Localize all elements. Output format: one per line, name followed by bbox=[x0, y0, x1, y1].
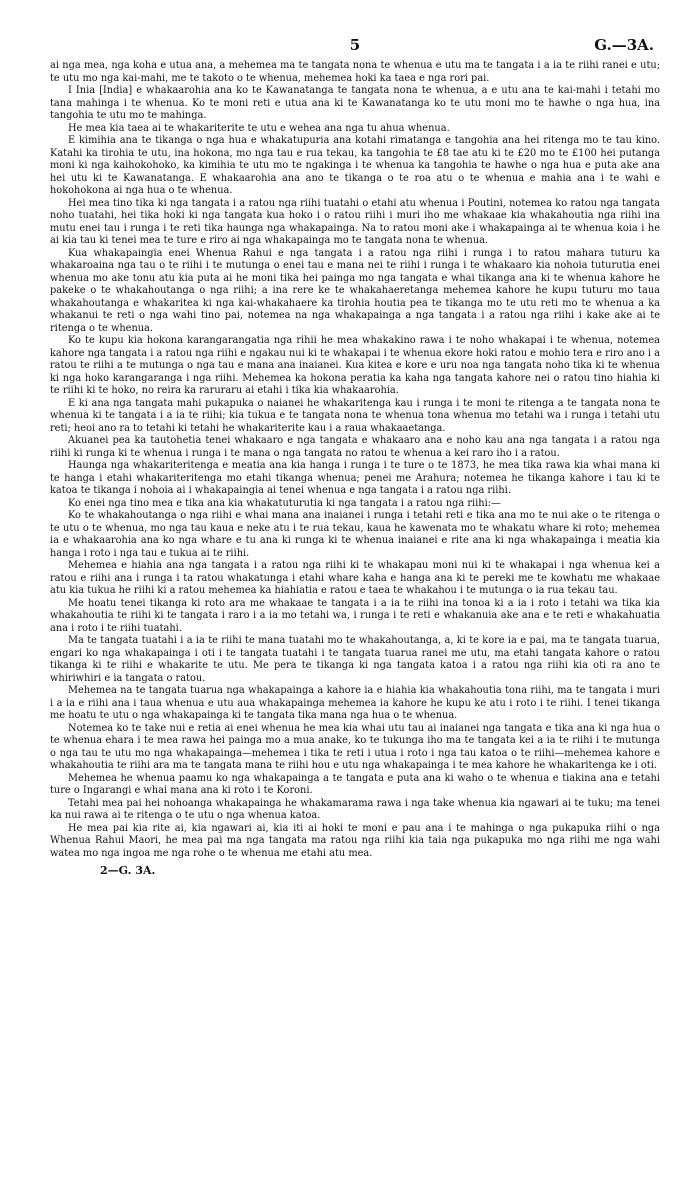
paragraph: Kua whakapaingia enei Whenua Rahui e nga tangata i a ratou nga riihi i runga i to ratou mahara tuturu ka whakaroaina nga tau o te riihi i te mutunga o enei tau e mana nei te riihi i runga i te whakaaro kia nohoia tuturutia enei whenua mo ake tonu atu kia puta ai he moni tika hei painga mo nga tangata e whai tikanga ana ki te whenua kahore he pakeke o te whakahoutanga o nga riihi; a ina rere ke te whakahaeretanga mehemea kahore he kupu tuturu mo taua whakahoutanga e whakaritea ki nga kai-whakahaere ka tirohia houtia pea te tikanga mo te utu reti mo te whenua a ka whakanui te reti o nga wahi tino pai, notemea na nga whakapainga a nga tangata i a ratou nga riihi i kake ake ai te ritenga o te whenua. bbox=[50, 247, 660, 334]
page-header bbox=[50, 36, 660, 58]
paragraph: Hei mea tino tika ki nga tangata i a ratou nga riihi tuatahi o etahi atu whenua i Poutini, notemea ko ratou nga tangata noho tuatahi, hei tika hoki ki nga tangata kua hoko i o ratou riihi i muri iho me whakaae kia whakahoutia nga riihi ina mutu enei tau i runga i te reti tika haunga nga whakapainga. Na to ratou moni ake i whakapainga ai te whenua koia i he ai kia tau ki tenei mea te ture e riro ai nga whakapainga mo te tangata nona te whenua. bbox=[50, 197, 660, 246]
paragraph: Ma te tangata tuatahi i a ia te riihi te mana tuatahi mo te whakahoutanga, a, ki te kore ia e pai, ma te tangata tuarua, engari ko nga whakapainga i oti i te tangata tuatahi i te tangata tuarua ranei me utu, ma etahi tangata kahore o ratou tikanga ki te riihi e whakarite te utu. Me pera te tikanga ki nga tangata katoa i a ratou nga riihi kia oti ra ano te whiriwhiri e ia tangata o ratou. bbox=[50, 635, 660, 684]
paragraph: He mea kia taea ai te whakariterite te utu e wehea ana nga tu ahua whenua. bbox=[68, 122, 450, 134]
paragraph: E ki ana nga tangata mahi pukapuka o naianei he whakaritenga kau i runga i te moni te ritenga a te tangata nona te whenua ki te tangata i a ia te riihi; kia tukua e te tangata nona te whenua tona whenua mo tetahi wa i runga i tetahi utu reti; heoi ano ra to tetahi ki tetahi he whakariterite kau i a raua whakaaetanga. bbox=[50, 397, 660, 434]
signature-mark: 2—G. 3A. bbox=[100, 864, 156, 877]
paragraph: E kimihia ana te tikanga o nga hua e whakatupuria ana kotahi rimatanga e tangohia ana hei ritenga mo te tau kino. Katahi ka tirohia te utu, ina hokona, mo nga tau e rua tekau, ka tangohia te £8 tae atu ki te £20 mo te £100 hei putanga moni ki nga kaihokohoko, ka kimihia te utu mo te ngakinga i te whenua ka tangohia te hawhe o nga hua e puta ake ana hei utu ki te Kawanatanga. E whakaarohia ana ano te tikanga o te roa atu o te whenua e mahia ana i te wahi e hokohokona ai nga hua o te whenua. bbox=[50, 135, 660, 196]
paragraph: I Inia [India] e whakaarohia ana ko te Kawanatanga te tangata nona te whenua, a e utu ana te kai-mahi i tetahi mo tana mahinga i te whenua. Ko te moni reti e utua ana ki te Kawanatanga ko te utu moni mo te hawhe o nga hua, ina tangohia te utu mo te mahinga. bbox=[50, 85, 660, 121]
document-code: G.—3A. bbox=[594, 36, 654, 54]
paragraph: Me hoatu tenei tikanga ki roto ara me whakaae te tangata i a ia te riihi ina tonoa ki a ia i roto i tetahi wa tika kia whakahoutia te riihi ki te tangata i raro i a ia mo tetahi wa, i runga i te reti e whakanuia ake ana e te reti e whakahuatia ana i roto i te riihi tuatahi. bbox=[50, 597, 660, 634]
paragraph: Notemea ko te take nui e retia ai enei whenua he mea kia whai utu tau ai inaianei nga tangata e tika ana ki nga hua o te whenua ehara i te mea rawa hei painga mo a mua anake, ko te tukunga iho ma te tangata kei a ia te riihi i te mutunga o nga tau te utu mo nga whakapainga—mehemea i tika te reti i utua i roto i nga tau katoa o te riihi—mehemea kahore e whakahoutia te riihi ara ma te tangata mana te riihi hou e utu nga whakapainga i te mea kahore he whakaritenga ke i oti. bbox=[50, 722, 660, 771]
paragraph: Mehemea he whenua paamu ko nga whakapainga a te tangata e puta ana ki waho o te whenua e tiakina ana e tetahi ture o Ingarangi e whai mana ana ki roto i te Koroni. bbox=[50, 772, 660, 796]
paragraph: Mehemea na te tangata tuarua nga whakapainga a kahore ia e hiahia kia whakahoutia tona riihi, ma te tangata i muri i a ia e riihi ana i taua whenua e utu aua whakapainga mehemea ia kahore he kupu ke atu i roto i te riihi. I tenei tikanga me hoatu te utu o nga whakapainga ki te tangata tika mana nga hua o te whenua. bbox=[50, 685, 660, 721]
page-number: 5 bbox=[349, 36, 361, 54]
paragraph: Haunga nga whakariteritenga e meatia ana kia hanga i runga i te ture o te 1873, he mea tika rawa kia whai mana ki te hanga i etahi whakariteritenga mo etahi tikanga whenua; penei me Arahura; notemea he tikanga kahore i tau ki te katoa te tikanga i nohoia ai i whakapaingia ai tenei whenua e nga tangata i a ratou nga riihi. bbox=[50, 460, 660, 496]
paragraph: Akuanei pea ka tautohetia tenei whakaaro e nga tangata e whakaaro ana e noho kau ana nga tangata i a ratou nga riihi ki runga ki te whenua i runga i te mana o nga tangata no ratou te whenua a kei raro iho i a ratou. bbox=[50, 435, 660, 459]
paragraph: Tetahi mea pai hei nohoanga whakapainga he whakamarama rawa i nga take whenua kia ngawari ai te tuku; ma tenei ka nui rawa ai te ritenga o te utu o nga whenua katoa. bbox=[50, 797, 660, 821]
paragraph: He mea pai kia rite ai, kia ngawari ai, kia iti ai hoki te moni e pau ana i te mahinga o nga pukapuka riihi o nga Whenua Rahui Maori, he mea pai ma nga tangata ma ratou nga riihi kia taia nga pukapuka mo nga riihi me nga wahi watea mo nga ingoa me nga rohe o te whenua me etahi atu mea. bbox=[50, 822, 660, 859]
paragraph: Ko te whakahoutanga o nga riihi e whai mana ana inaianei i runga i tetahi reti e tika ana mo te nui ake o te ritenga o te utu o te whenua, mo nga tau kaua e neke atu i te rua tekau, kaua he kawenata mo te whakatu whare ki roto; mehemea ia e whakaarohia ana ko nga whare e tu ana ki runga ki te whenua inaianei e rite ana ki nga whakapainga i meatia kia hanga i roto i nga tau e tukua ai te riihi. bbox=[50, 510, 660, 559]
paragraph: ai nga mea, nga koha e utua ana, a mehemea ma te tangata nona te whenua e utu ma te tangata i a ia te riihi ranei e utu; te utu mo nga kai-mahi, me te takoto o te whenua, mehemea hoki ka taea e nga rori pai. bbox=[50, 60, 660, 84]
paragraph: Mehemea e hiahia ana nga tangata i a ratou nga riihi ki te whakapau moni nui ki te whakapai i nga whenua kei a ratou e riihi ana i runga i ta ratou whakatunga i etahi whare kaha e hanga ana ki te pereki me te kowhatu me whakaae atu kia tukua he riihi ki a ratou mehemea ka hiahiatia e ratou e taea te whakahou i te mutunga o ia rua tekau tau. bbox=[50, 560, 660, 596]
body-text bbox=[50, 60, 660, 860]
paragraph: Ko te kupu kia hokona karangarangatia nga rihii he mea whakakino rawa i te noho whakapai i te whenua, notemea kahore nga tangata i a ratou nga riihi e ngakau nui ki te whakapai i te whenua ekore hoki ratou e mohio tera e riro ano i a ratou te riihi a te mutunga o nga tau e mana ana inaianei. Kua kitea e kore e uru noa nga tangata noho tika ki te whenua ki nga hoko karangaranga i nga riihi. Mehemea ka hokona peratia ka kaha nga tangata kahore nei o ratou tino hiahia ki te riihi ki te hoko, no reira ka raruraru ai etahi i tika kia whakaarohia. bbox=[50, 335, 660, 396]
paragraph: Ko enei nga tino mea e tika ana kia whakatuturutia ki nga tangata i a ratou nga riihi:— bbox=[68, 497, 501, 509]
